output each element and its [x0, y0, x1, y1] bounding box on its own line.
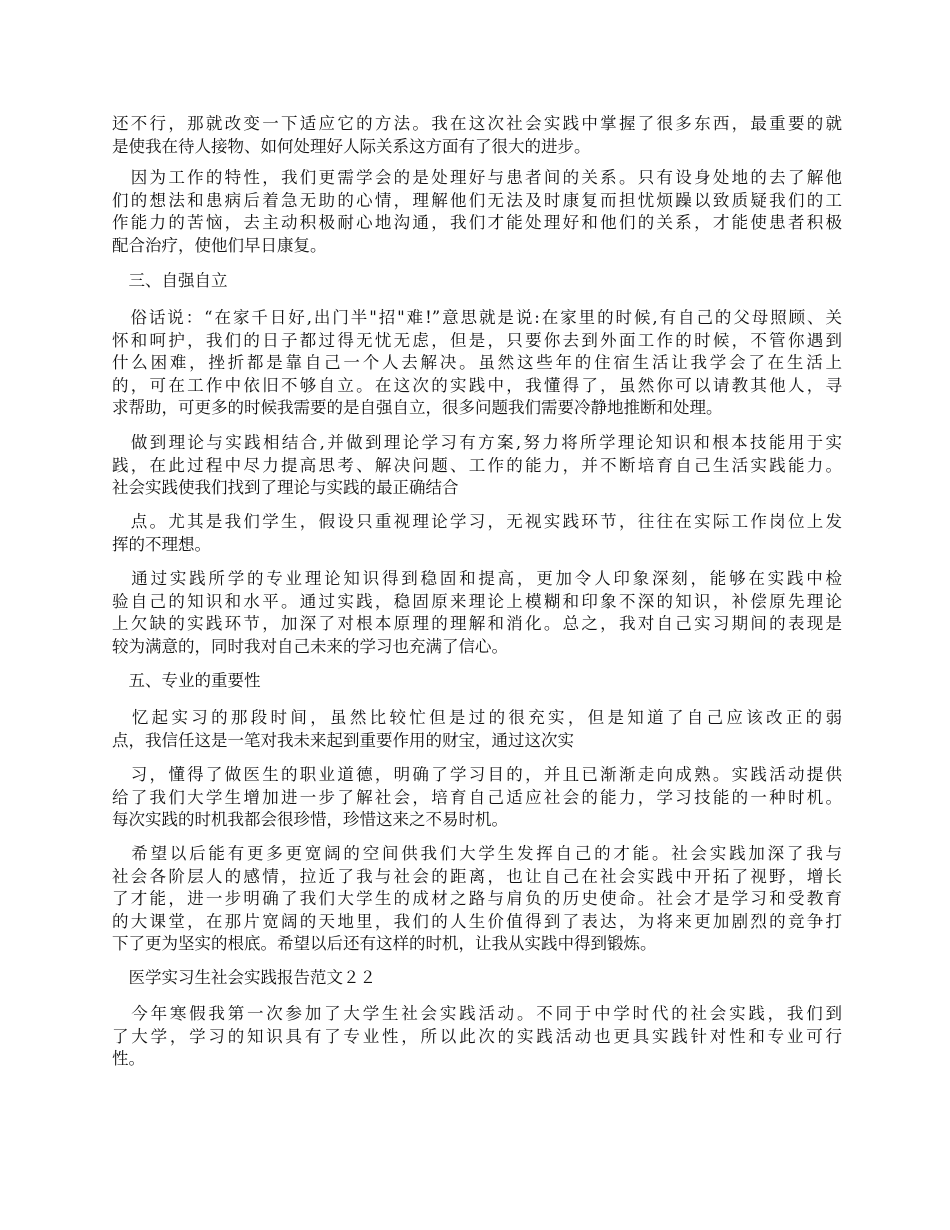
section-heading — [112, 270, 842, 293]
paragraph — [112, 568, 842, 658]
text-line: 社会各阶层人的感情，拉近了我与社会的距离，也让自己在社会实践中开拓了视野，增长 — [112, 866, 842, 886]
text-line: 因为工作的特性，我们更需学会的是处理好与患者间的关系。只有设身处地的去了解他 — [112, 168, 842, 187]
text-line: 社会实践使我们找到了理论与实践的最正确结合 — [112, 478, 459, 497]
text-line: 挥的不理想。 — [112, 534, 211, 554]
text-line: 每次实践的时机我都会很珍惜，珍惜这来之不易时机。 — [112, 810, 508, 829]
section-heading — [112, 670, 842, 693]
text-line: 配合治疗，使他们早日康复。 — [112, 235, 327, 255]
text-line: 践，在此过程中尽力提高思考、解决问题、工作的能力，并不断培育自己生活实践能力。 — [112, 455, 842, 475]
text-line: 什么困难，挫折都是靠自己一个人去解决。虽然这些年的住宿生活让我学会了在生活上 — [112, 353, 842, 372]
paragraph — [112, 843, 842, 956]
text-line: 了大学，学习的知识具有了专业性，所以此次的实践活动也更具实践针对性和专业可行 — [112, 1026, 842, 1046]
text-line: 五、专业的重要性 — [112, 671, 261, 690]
text-line: 上欠缺的实践环节，加深了对根本原理的理解和消化。总之，我对自己实习期间的表现是 — [112, 614, 842, 633]
text-line: 三、自强自立 — [112, 271, 228, 290]
paragraph — [112, 511, 842, 556]
text-line: 较为满意的，同时我对自己未来的学习也充满了信心。 — [112, 636, 508, 656]
paragraph — [112, 113, 842, 158]
text-line: 的，可在工作中依旧不够自立。在这次的实践中，我懂得了，虽然你可以请教其他人，寻 — [112, 375, 842, 395]
text-line: 点，我信任这是一笔对我未来起到重要作用的财宝，通过这次实 — [112, 730, 574, 750]
text-line: 通过实践所学的专业理论知识得到稳固和提高，更加令人印象深刻，能够在实践中检 — [112, 569, 842, 588]
paragraph — [112, 432, 842, 500]
text-line: 性。 — [112, 1049, 145, 1068]
text-line: 医学实习生社会实践报告范文２２ — [112, 968, 376, 987]
text-line: 求帮助，可更多的时候我需要的是自强自立，很多问题我们需要冷静地推断和处理。 — [112, 398, 723, 417]
text-line: 作能力的苦恼，去主动积极耐心地沟通，我们才能处理好和他们的关系，才能使患者积极 — [112, 213, 842, 232]
text-line: 验自己的知识和水平。通过实践，稳固原来理论上模糊和印象不深的知识，补偿原先理论 — [112, 591, 842, 611]
text-line: 俗话说：“在家千日好,出门半"招"难!”意思就是说:在家里的时候,有自己的父母照顾、关 — [112, 308, 842, 327]
text-line: 点。尤其是我们学生，假设只重视理论学习，无视实践环节，往往在实际工作岗位上发 — [112, 512, 842, 531]
text-line: 忆起实习的那段时间，虽然比较忙但是过的很充实，但是知道了自己应该改正的弱 — [112, 708, 842, 727]
paragraph — [112, 1003, 842, 1071]
text-line: 怀和呵护，我们的日子都过得无忧无虑，但是，只要你去到外面工作的时候，不管你遇到 — [112, 330, 842, 350]
section-heading — [112, 967, 842, 990]
text-line: 做到理论与实践相结合,并做到理论学习有方案,努力将所学理论知识和根本技能用于实 — [112, 433, 842, 452]
paragraph — [112, 707, 842, 752]
text-line: 们的想法和患病后着急无助的心情，理解他们无法及时康复而担忧烦躁以致质疑我们的工 — [112, 190, 842, 210]
text-line: 给了我们大学生增加进一步了解社会，培育自己适应社会的能力，学习技能的一种时机。 — [112, 787, 842, 807]
text-line: 的大课堂，在那片宽阔的天地里，我们的人生价值得到了表达，为将来更加剧烈的竞争打 — [112, 911, 842, 931]
paragraph — [112, 764, 842, 832]
text-line: 下了更为坚实的根底。希望以后还有这样的时机，让我从实践中得到锻炼。 — [112, 934, 657, 953]
text-line: 是使我在待人接物、如何处理好人际关系这方面有了很大的进步。 — [112, 136, 591, 156]
paragraph — [112, 167, 842, 257]
text-line: 了才能，进一步明确了我们大学生的成材之路与肩负的历史使命。社会才是学习和受教育 — [112, 889, 842, 908]
text-line: 还不行，那就改变一下适应它的方法。我在这次社会实践中掌握了很多东西，最重要的就 — [112, 114, 842, 133]
paragraph — [112, 307, 842, 420]
text-line: 今年寒假我第一次参加了大学生社会实践活动。不同于中学时代的社会实践，我们到 — [112, 1004, 842, 1023]
text-line: 习，懂得了做医生的职业道德，明确了学习目的，并且已渐渐走向成熟。实践活动提供 — [112, 765, 842, 784]
text-line: 希望以后能有更多更宽阔的空间供我们大学生发挥自己的才能。社会实践加深了我与 — [112, 844, 842, 863]
